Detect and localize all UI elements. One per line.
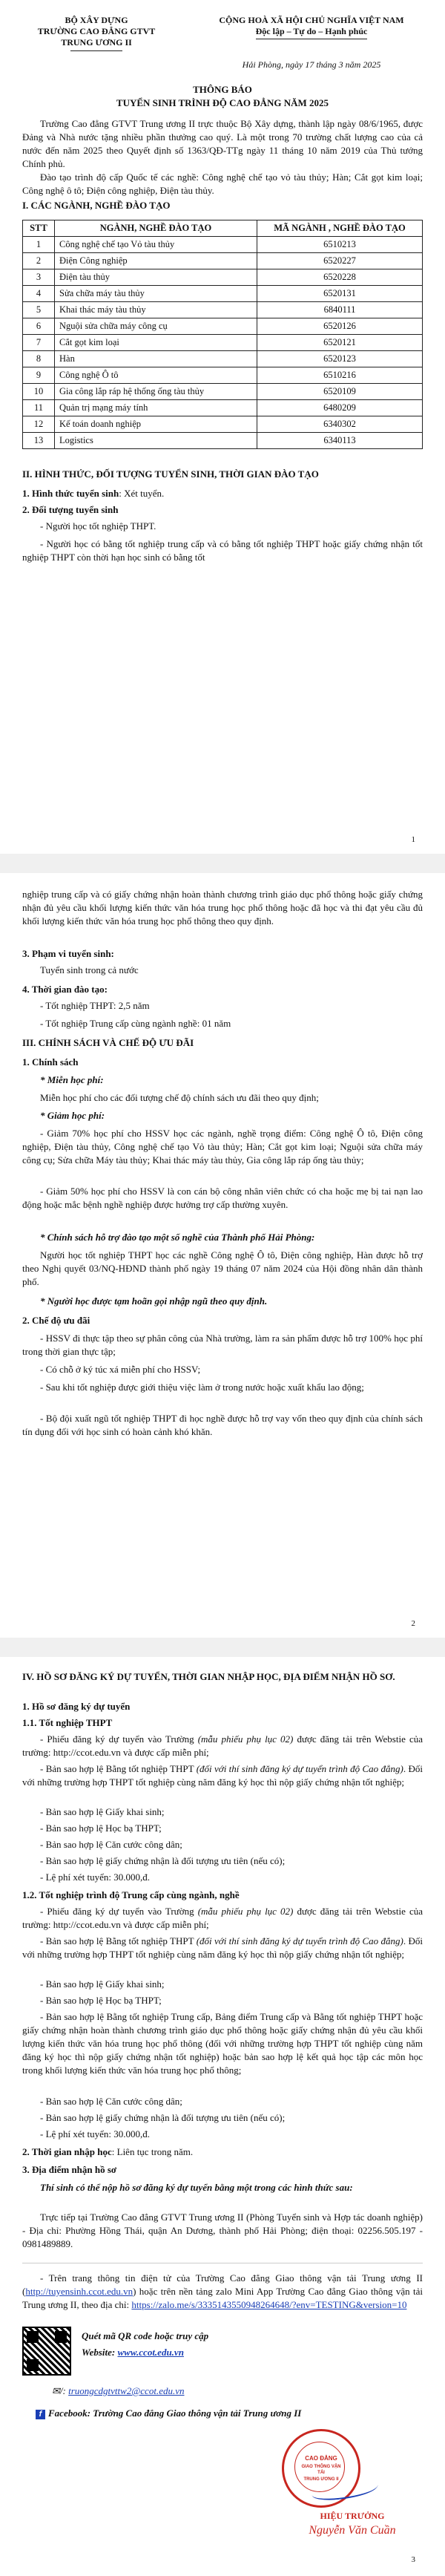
qr-code[interactable] <box>22 2327 71 2376</box>
thpt-item-form: - Phiếu đăng ký dự tuyển vào Trường (mẫu phiếu phụ lục 02) được đăng tải trên Webstie của trường: http://ccot.edu.vn và được cấp miễn phí; <box>22 1733 423 1758</box>
row-program: Cắt gọt kim loại <box>55 335 257 351</box>
table-row <box>23 269 423 286</box>
row-stt: 5 <box>23 302 55 318</box>
row-program: Điện tàu thủy <box>55 269 257 286</box>
section-3-heading: III. CHÍNH SÁCH VÀ CHẾ ĐỘ ƯU ĐÃI <box>22 1037 194 1048</box>
document-date: Hải Phòng, ngày 17 tháng 3 năm 2025 <box>242 59 381 70</box>
inter-item-form: - Phiếu đăng ký dự tuyển vào Trường (mẫu phiếu phụ lục 02) được đăng tải trên Webstie của trường: http://ccot.edu.vn và được cấp miễn phí; <box>22 1906 423 1930</box>
row-stt: 6 <box>23 318 55 335</box>
row-program: Quản trị mạng máy tính <box>55 400 257 416</box>
email-icon: ✉ <box>52 2385 60 2396</box>
thpt-item-transcript: - Bản sao hợp lệ Học bạ THPT; <box>40 1823 162 1834</box>
table-row <box>23 253 423 269</box>
target-item-1: - Người học tốt nghiệp THPT. <box>40 520 156 532</box>
website-line: Website: www.ccot.edu.vn <box>82 2347 184 2358</box>
row-program: Điện Công nghiệp <box>55 253 257 269</box>
location-note: Thí sinh có thể nộp hồ sơ đăng ký dự tuyển bằng một trong các hình thức sau: <box>40 2182 353 2193</box>
haiphong-support-text: Người học tốt nghiệp THPT học các nghề Công nghệ Ô tô, Điện công nghiệp, Hàn được hỗ trợ theo Nghị quyết 03/NQ-HĐND thành phố ngày 19 tháng 07 năm 2024 của Hội đồng nhân dân thành phố. <box>22 1249 423 1287</box>
thpt-item-id: - Bản sao hợp lệ Căn cước công dân; <box>40 1839 182 1850</box>
zalo-link[interactable]: https://zalo.me/s/3335143550948264648/?env=TESTING&version=10 <box>131 2299 407 2310</box>
row-code: 6520227 <box>257 253 423 269</box>
scope-value: Tuyển sinh trong cả nước <box>40 964 139 975</box>
incentive-3: - Sau khi tốt nghiệp được giới thiệu việc làm ở trong nước hoặc xuất khẩu lao động; <box>40 1382 364 1393</box>
row-stt: 9 <box>23 367 55 384</box>
page-number-1: 1 <box>411 835 415 844</box>
thpt-item-fee: - Lệ phí xét tuyển: 30.000,đ. <box>40 1871 151 1883</box>
facebook-icon: f <box>36 2410 45 2419</box>
thpt-item-diploma: - Bản sao hợp lệ Bằng tốt nghiệp THPT (đối với thí sinh đăng ký dự tuyển trình độ Cao đẳng). Đối với những trường hợp THPT tốt nghiệp cùng năm đăng ký học thì nộp giấy chứng nhận tốt nghiệp; <box>22 1763 423 1788</box>
enrollment-time: 2. Thời gian nhập học: Liên tục trong năm. <box>22 2146 194 2157</box>
target-heading: 2. Đối tượng tuyển sinh <box>22 504 119 515</box>
docs-heading: 1. Hồ sơ đăng ký dự tuyển <box>22 1701 131 1712</box>
row-stt: 4 <box>23 286 55 302</box>
inter-item-birth: - Bản sao hợp lệ Giấy khai sinh; <box>40 1978 165 1990</box>
fee-reduction-50: - Giảm 50% học phí cho HSSV là con cán bộ công nhân viên chức có cha hoặc mẹ bị tai nạn lao động hoặc mắc bệnh nghề nghiệp được hưởng trợ cấp thường xuyên. <box>22 1186 423 1210</box>
section-1-heading: I. CÁC NGÀNH, NGHỀ ĐÀO TẠO <box>22 200 171 211</box>
programs-table <box>22 220 423 449</box>
thpt-item-birth: - Bản sao hợp lệ Giấy khai sinh; <box>40 1806 165 1817</box>
row-code: 6480209 <box>257 400 423 416</box>
notice-subtitle: TUYỂN SINH TRÌNH ĐỘ CAO ĐẲNG NĂM 2025 <box>116 97 329 108</box>
fee-reduction-heading: * Giảm học phí: <box>40 1110 105 1121</box>
row-program: Logistics <box>55 433 257 449</box>
target-item-2: - Người học có bằng tốt nghiệp trung cấp và có bằng tốt nghiệp THPT hoặc giấy chứng nhận tốt nghiệp THPT còn thời hạn học sinh có bằng tốt <box>22 538 423 563</box>
row-code: 6520126 <box>257 318 423 335</box>
qr-instruction: Quét mã QR code hoặc truy cập <box>82 2330 209 2341</box>
policy-heading: 1. Chính sách <box>22 1056 79 1068</box>
col-code: MÃ NGÀNH , NGHỀ ĐÀO TẠO <box>257 220 423 237</box>
incentive-4: - Bộ đội xuất ngũ tốt nghiệp THPT đi học nghề được hỗ trợ vay vốn theo quy định của chính sách tín dụng đối với học sinh có hoàn cảnh khó khăn. <box>22 1413 423 1437</box>
target-continuation: nghiệp trung cấp và có giấy chứng nhận hoàn thành chương trình giáo dục phổ thông hoặc giấy chứng nhận đủ yêu cầu khối lượng kiến thức văn hóa trung học phổ thông hoặc đã học và thi đạt yêu cầu đủ khối lượng kiến thức văn hóa trung học phổ thông theo quy định. <box>22 889 423 926</box>
school-name-2: TRUNG ƯƠNG II <box>61 37 132 48</box>
scope-heading: 3. Phạm vi tuyển sinh: <box>22 948 114 959</box>
page-gap <box>0 1638 445 1657</box>
row-stt: 2 <box>23 253 55 269</box>
table-row <box>23 351 423 367</box>
admission-form-value: : Xét tuyển. <box>119 488 165 499</box>
section-4-heading: IV. HỒ SƠ ĐĂNG KÝ DỰ TUYỂN, THỜI GIAN NHẬP HỌC, ĐỊA ĐIỂM NHẬN HỒ SƠ. <box>22 1671 395 1682</box>
table-row <box>23 384 423 400</box>
intro-paragraph-2: Đào tạo trình độ cấp Quốc tế các nghề: Công nghệ chế tạo vỏ tàu thủy; Hàn; Cắt gọt kim loại; Công nghệ ô tô; Điện công nghiệp, Điện tàu thủy. <box>22 171 423 196</box>
row-code: 6510216 <box>257 367 423 384</box>
table-row <box>23 433 423 449</box>
incentive-1: - HSSV đi thực tập theo sự phân công của Nhà trường, làm ra sản phẩm được hỗ trợ 100% học phí trong thời gian thực tập; <box>22 1333 423 1357</box>
seal-text-mid: GIAO THÔNG VẬN TẢI <box>301 2465 341 2475</box>
row-code: 6340113 <box>257 433 423 449</box>
online-registration: - Trên trang thông tin điện tử của Trường Cao đẳng Giao thông vận tải Trung ương II (http://tuyensinh.ccot.edu.vn) hoặc trên nền tảng zalo Mini App Trường Cao đẳng Giao thông vận tải Trung ương II, theo địa chỉ: https://zalo.me/s/3335143550948264648/?env=TESTING&version=10 <box>22 2272 423 2310</box>
table-row <box>23 400 423 416</box>
row-code: 6520121 <box>257 335 423 351</box>
row-stt: 10 <box>23 384 55 400</box>
table-row <box>23 416 423 433</box>
admission-form <box>22 487 423 500</box>
table-body <box>23 237 423 449</box>
duration-2: - Tốt nghiệp Trung cấp cùng ngành nghề: 01 năm <box>40 1018 231 1029</box>
row-code: 6520228 <box>257 269 423 286</box>
school-underline <box>70 50 122 51</box>
row-stt: 11 <box>23 400 55 416</box>
intro-paragraph-1: Trường Cao đẳng GTVT Trung ương II trực thuộc Bộ Xây dựng, thành lập ngày 08/6/1965, được Đảng và Nhà nước tặng nhiều phần thưởng cao quý. Là một trong 70 trường chất lượng cao của cả nước đến năm 2025 theo Quyết định số 1363/QĐ-TTg ngày 11 tháng 10 năm 2019 của Thủ tướng Chính phủ. <box>22 118 423 169</box>
row-stt: 1 <box>23 237 55 253</box>
page-2 <box>0 873 445 1638</box>
table-row <box>23 335 423 351</box>
admission-form-label: 1. Hình thức tuyển sinh <box>22 488 119 499</box>
tuyensinh-link[interactable]: http://tuyensinh.ccot.edu.vn <box>25 2286 134 2297</box>
docs-thpt-heading: 1.1. Tốt nghiệp THPT <box>22 1717 113 1728</box>
row-code: 6520123 <box>257 351 423 367</box>
email-line: ✉/: truongcdgtvttw2@ccot.edu.vn <box>52 2385 185 2396</box>
section-2-heading: II. HÌNH THỨC, ĐỐI TƯỢNG TUYỂN SINH, THỜI GIAN ĐÀO TẠO <box>22 468 319 480</box>
incentive-2: - Có chỗ ở ký túc xá miễn phí cho HSSV; <box>40 1364 201 1375</box>
row-program: Sửa chữa máy tàu thủy <box>55 286 257 302</box>
page-gap <box>0 854 445 873</box>
row-program: Công nghệ Ô tô <box>55 367 257 384</box>
inter-item-priority: - Bản sao hợp lệ giấy chứng nhận là đối tượng ưu tiên (nếu có); <box>40 2112 286 2123</box>
signer-title: HIỆU TRƯỞNG <box>320 2511 385 2521</box>
website-link[interactable]: www.ccot.edu.vn <box>117 2347 184 2358</box>
row-stt: 13 <box>23 433 55 449</box>
motto: Độc lập – Tự do – Hạnh phúc <box>255 26 368 36</box>
row-stt: 7 <box>23 335 55 351</box>
fee-reduction-70: - Giảm 70% học phí cho HSSV học các ngành, nghề trọng điểm: Công nghệ Ô tô, Điện công nghiệp, Điện tàu thủy, Công nghệ chế tạo Vỏ tàu thủy; Hàn; Cắt gọt kim loại; Nguội sửa chữa máy công cụ; Sửa chữa Máy tàu thủy; Khai thác máy tàu thủy, Gia công lắp ráp ống tàu thủy; <box>22 1128 423 1166</box>
row-code: 6520109 <box>257 384 423 400</box>
fee-exempt-heading: * Miễn học phí: <box>40 1074 104 1085</box>
row-code: 6340302 <box>257 416 423 433</box>
row-stt: 3 <box>23 269 55 286</box>
page-number-2: 2 <box>411 1619 415 1628</box>
row-program: Kế toán doanh nghiệp <box>55 416 257 433</box>
thpt-item-priority: - Bản sao hợp lệ giấy chứng nhận là đối tượng ưu tiên (nếu có); <box>40 1855 286 1866</box>
row-stt: 8 <box>23 351 55 367</box>
haiphong-support-heading: * Chính sách hỗ trợ đào tạo một số nghề của Thành phố Hải Phòng: <box>40 1232 315 1243</box>
signer-name: Nguyễn Văn Cuần <box>309 2524 396 2537</box>
table-row <box>23 318 423 335</box>
table-row <box>23 302 423 318</box>
row-program: Nguội sửa chữa máy công cụ <box>55 318 257 335</box>
row-code: 6510213 <box>257 237 423 253</box>
location-direct: Trực tiếp tại Trường Cao đẳng GTVT Trung ương II (Phòng Tuyển sinh và Hợp tác doanh nghiệp) - Địa chỉ: Phường Hồng Thái, quận An Dương, thành phố Hải Phòng; điện thoại: 02256.505.197 - 0981489889. <box>22 2211 423 2249</box>
location-heading: 3. Địa điểm nhận hồ sơ <box>22 2164 117 2175</box>
row-program: Công nghệ chế tạo Vỏ tàu thủy <box>55 237 257 253</box>
page-3 <box>0 1657 445 2576</box>
page-number-3: 3 <box>411 2555 415 2564</box>
incentives-heading: 2. Chế độ ưu đãi <box>22 1315 90 1326</box>
table-row <box>23 286 423 302</box>
email-link[interactable]: truongcdgtvttw2@ccot.edu.vn <box>68 2385 185 2396</box>
row-code: 6520131 <box>257 286 423 302</box>
row-program: Khai thác máy tàu thủy <box>55 302 257 318</box>
row-program: Hàn <box>55 351 257 367</box>
col-stt: STT <box>23 220 55 237</box>
fee-exempt-text: Miễn học phí cho các đối tượng chế độ chính sách ưu đãi theo quy định; <box>40 1092 319 1103</box>
inter-item-id: - Bản sao hợp lệ Căn cước công dân; <box>40 2096 182 2107</box>
seal-text-top: CAO ĐẲNG <box>305 2455 337 2462</box>
duration-1: - Tốt nghiệp THPT: 2,5 năm <box>40 1000 150 1011</box>
docs-intermediate-heading: 1.2. Tốt nghiệp trình độ Trung cấp cùng ngành, nghề <box>22 1889 240 1900</box>
table-row <box>23 237 423 253</box>
col-program: NGÀNH, NGHỀ ĐÀO TẠO <box>55 220 257 237</box>
row-code: 6840111 <box>257 302 423 318</box>
school-name-1: TRƯỜNG CAO ĐẲNG GTVT <box>37 26 156 36</box>
inter-item-transcript: - Bản sao hợp lệ Học bạ THPT; <box>40 1995 162 2006</box>
row-stt: 12 <box>23 416 55 433</box>
page-1 <box>0 0 445 854</box>
republic-title: CỘNG HOÀ XÃ HỘI CHỦ NGHĨA VIỆT NAM <box>219 15 404 25</box>
table-row <box>23 367 423 384</box>
facebook-line: f Facebook: Trường Cao đẳng Giao thông vận tải Trung ương II <box>36 2407 423 2420</box>
row-program: Gia công lắp ráp hệ thống ống tàu thủy <box>55 384 257 400</box>
duration-heading: 4. Thời gian đào tạo: <box>22 984 108 995</box>
military-deferral: * Người học được tạm hoãn gọi nhập ngũ theo quy định. <box>40 1295 268 1307</box>
notice-title: THÔNG BÁO <box>193 84 252 95</box>
inter-item-diploma: - Bản sao hợp lệ Bằng tốt nghiệp THPT (đối với thí sinh đăng ký dự tuyển trình độ Cao đẳng). Đối với những trường hợp THPT tốt nghiệp cùng năm đăng ký học thì nộp giấy chứng nhận tốt nghiệp; <box>22 1935 423 1960</box>
seal-text-bot: TRUNG ƯƠNG II <box>303 2477 339 2482</box>
inter-item-certs: - Bản sao hợp lệ Bằng tốt nghiệp Trung cấp, Bảng điểm Trung cấp và Bằng tốt nghiệp THPT hoặc giấy chứng nhận hoàn thành chương trình giáo dục phổ thông hoặc giấy chứng nhận đủ yêu cầu khối lượng kiến thức văn hóa trung học phổ thông (đối với những trường hợp THPT tốt nghiệp cùng năm đăng ký học thì nộp giấy chứng nhận tốt nghiệp) hoặc bản sao hợp lệ kết quả học tập các môn học trong khối lượng kiến thức văn hóa trung học phổ thông; <box>22 2011 423 2076</box>
inter-item-fee: - Lệ phí xét tuyển: 30.000,đ. <box>40 2128 151 2139</box>
table-header-row <box>23 220 423 237</box>
ministry-name: BỘ XÂY DỰNG <box>65 15 128 25</box>
